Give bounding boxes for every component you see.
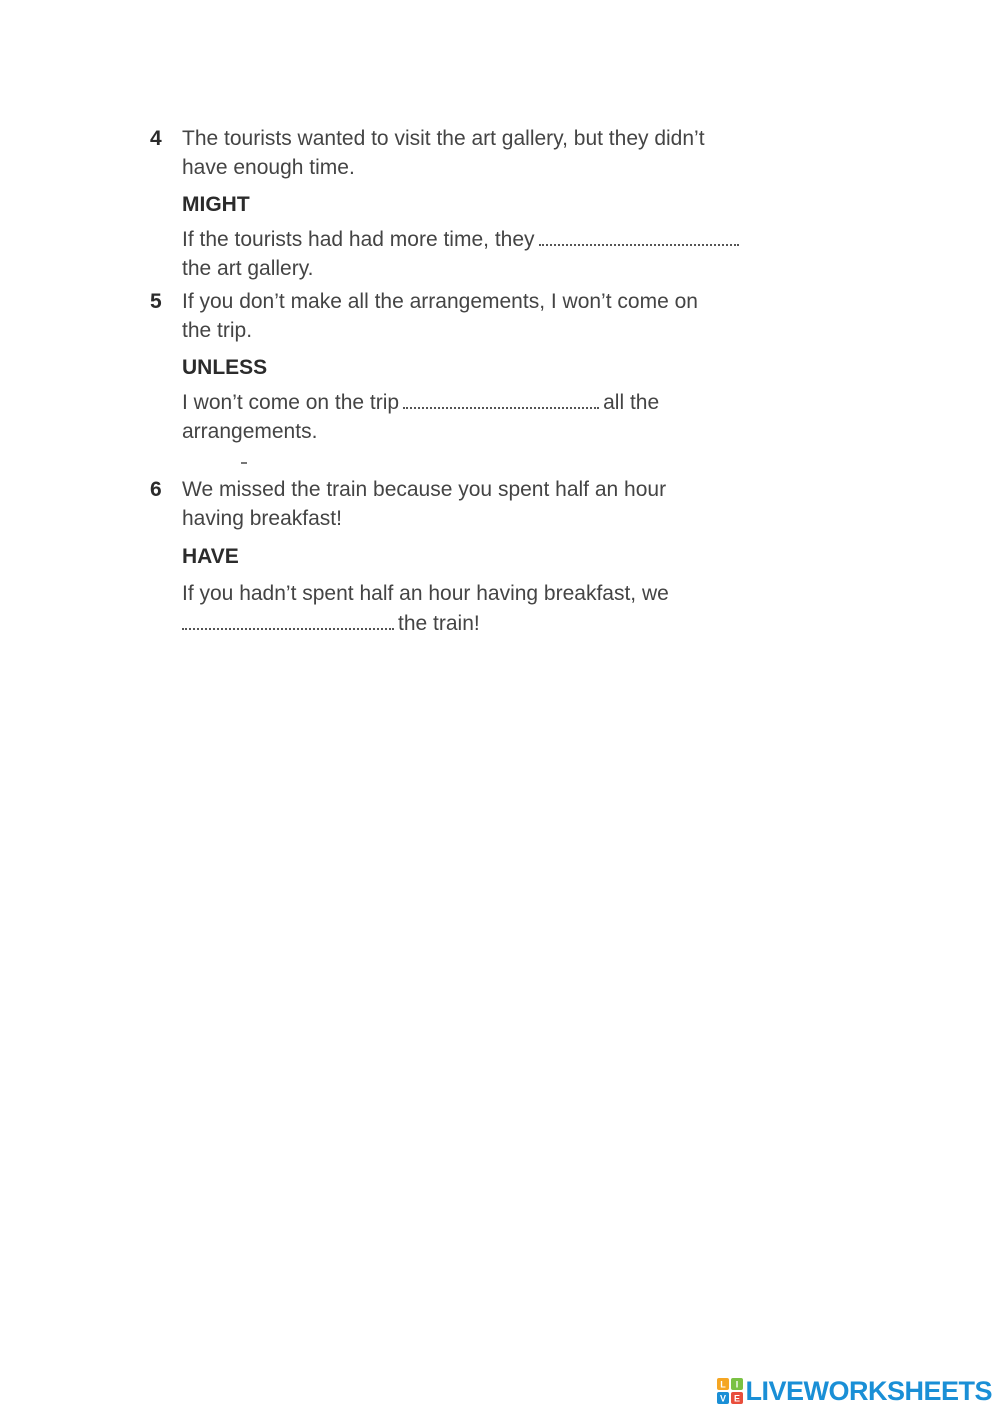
prompt-line-2: having breakfast! [182,507,342,530]
answer-line-2 [182,609,800,638]
prompt-line-2: have enough time. [182,156,355,179]
answer-blank[interactable] [403,393,599,409]
answer-line-1 [182,388,800,417]
answer-line-1 [182,225,800,254]
exercise-body [182,475,800,638]
prompt-line-1: The tourists wanted to visit the art gallery, but they didn’t [182,127,705,150]
answer-line-1: If you hadn’t spent half an hour having breakfast, we [182,582,669,605]
keyword: MIGHT [182,193,250,216]
keyword: HAVE [182,545,239,568]
svg-text:L: L [720,1379,727,1390]
keyword: UNLESS [182,356,268,379]
answer-line-2: arrangements. [182,420,318,443]
watermark-text: LIVEWORKSHEETS [745,1375,992,1406]
liveworksheets-logo-icon [717,1378,743,1404]
prompt-line-2: the trip. [182,319,253,342]
exercise-4 [150,124,800,283]
exercise-6 [150,475,800,638]
answer-after: the art gallery. [182,257,314,280]
svg-text:E: E [734,1393,741,1404]
exercise-number: 6 [150,478,162,501]
answer-after: all the [603,391,660,414]
answer-before: I won’t come on the trip [182,391,400,414]
exercise-number: 5 [150,290,162,313]
exercise-body [182,124,800,283]
svg-text:I: I [736,1379,739,1390]
liveworksheets-watermark [717,1375,992,1407]
stray-mark [241,462,247,464]
answer-before: If the tourists had had more time, they [182,228,535,251]
svg-text:V: V [720,1393,727,1404]
exercise-number: 4 [150,127,162,150]
answer-blank[interactable] [182,614,394,630]
prompt-line-1: We missed the train because you spent half an hour [182,478,667,501]
exercise-5 [150,287,800,446]
answer-blank[interactable] [539,230,739,246]
prompt-line-1: If you don’t make all the arrangements, I won’t come on [182,290,698,313]
exercise-body [182,287,800,446]
answer-after: the train! [398,612,480,635]
